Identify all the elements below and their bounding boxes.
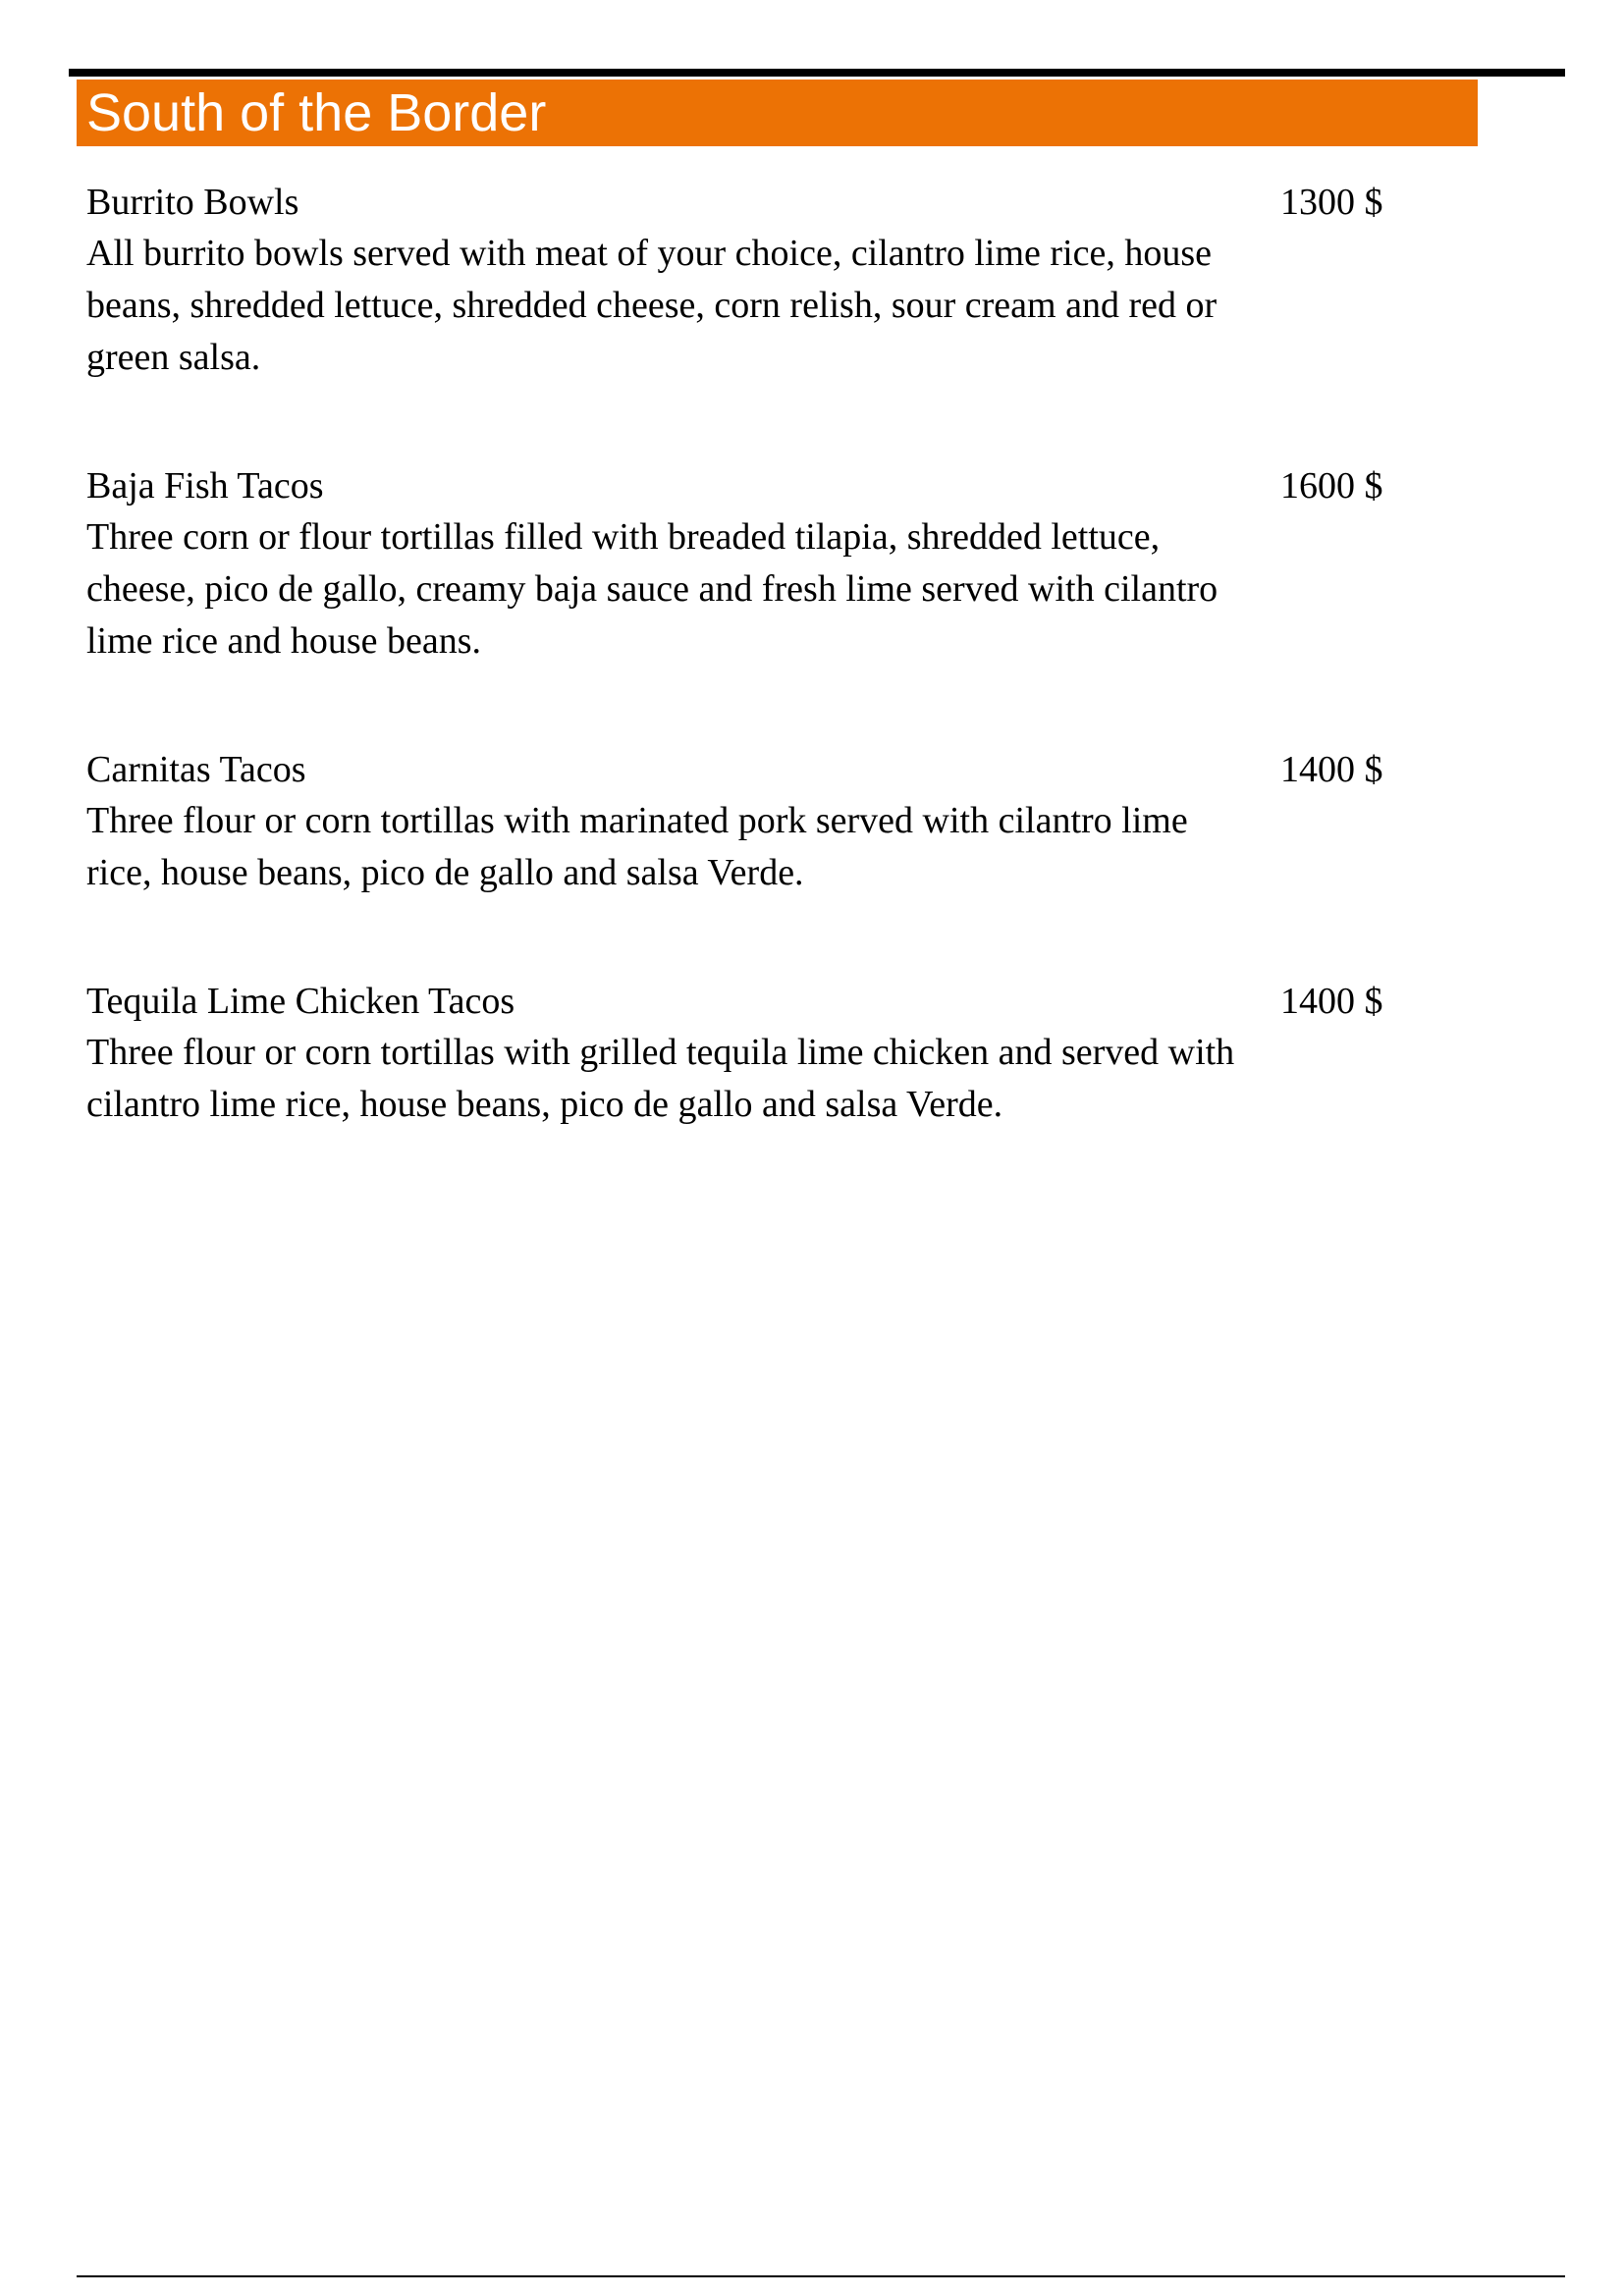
menu-item-tequila-lime-chicken-tacos	[86, 976, 1422, 1131]
section-title: South of the Border	[86, 83, 547, 142]
menu-item-carnitas-tacos	[86, 744, 1422, 899]
menu-item-burrito-bowls	[86, 177, 1422, 384]
item-price: 1300 $	[1280, 182, 1383, 223]
item-description: Three flour or corn tortillas with marinated pork served with cilantro lime rice, house beans, pico de gallo and salsa Verde.	[86, 800, 1188, 893]
item-name: Baja Fish Tacos	[86, 465, 324, 507]
item-price: 1600 $	[1280, 465, 1383, 507]
item-name: Carnitas Tacos	[86, 749, 306, 790]
section-header	[77, 80, 1478, 146]
item-name: Burrito Bowls	[86, 182, 299, 223]
item-name: Tequila Lime Chicken Tacos	[86, 981, 515, 1022]
item-price: 1400 $	[1280, 981, 1383, 1022]
item-description: Three corn or flour tortillas filled with breaded tilapia, shredded lettuce, cheese, pico de gallo, creamy baja sauce and fresh lime served with cilantro lime rice and house beans.	[86, 516, 1218, 662]
item-price: 1400 $	[1280, 749, 1383, 790]
item-description: Three flour or corn tortillas with grilled tequila lime chicken and served with cilantro lime rice, house beans, pico de gallo and salsa Verde.	[86, 1032, 1235, 1125]
top-rule	[69, 69, 1565, 77]
menu-item-baja-fish-tacos	[86, 460, 1422, 667]
bottom-rule	[77, 2275, 1565, 2277]
item-description: All burrito bowls served with meat of your choice, cilantro lime rice, house beans, shredded lettuce, shredded cheese, corn relish, sour cream and red or green salsa.	[86, 233, 1218, 378]
